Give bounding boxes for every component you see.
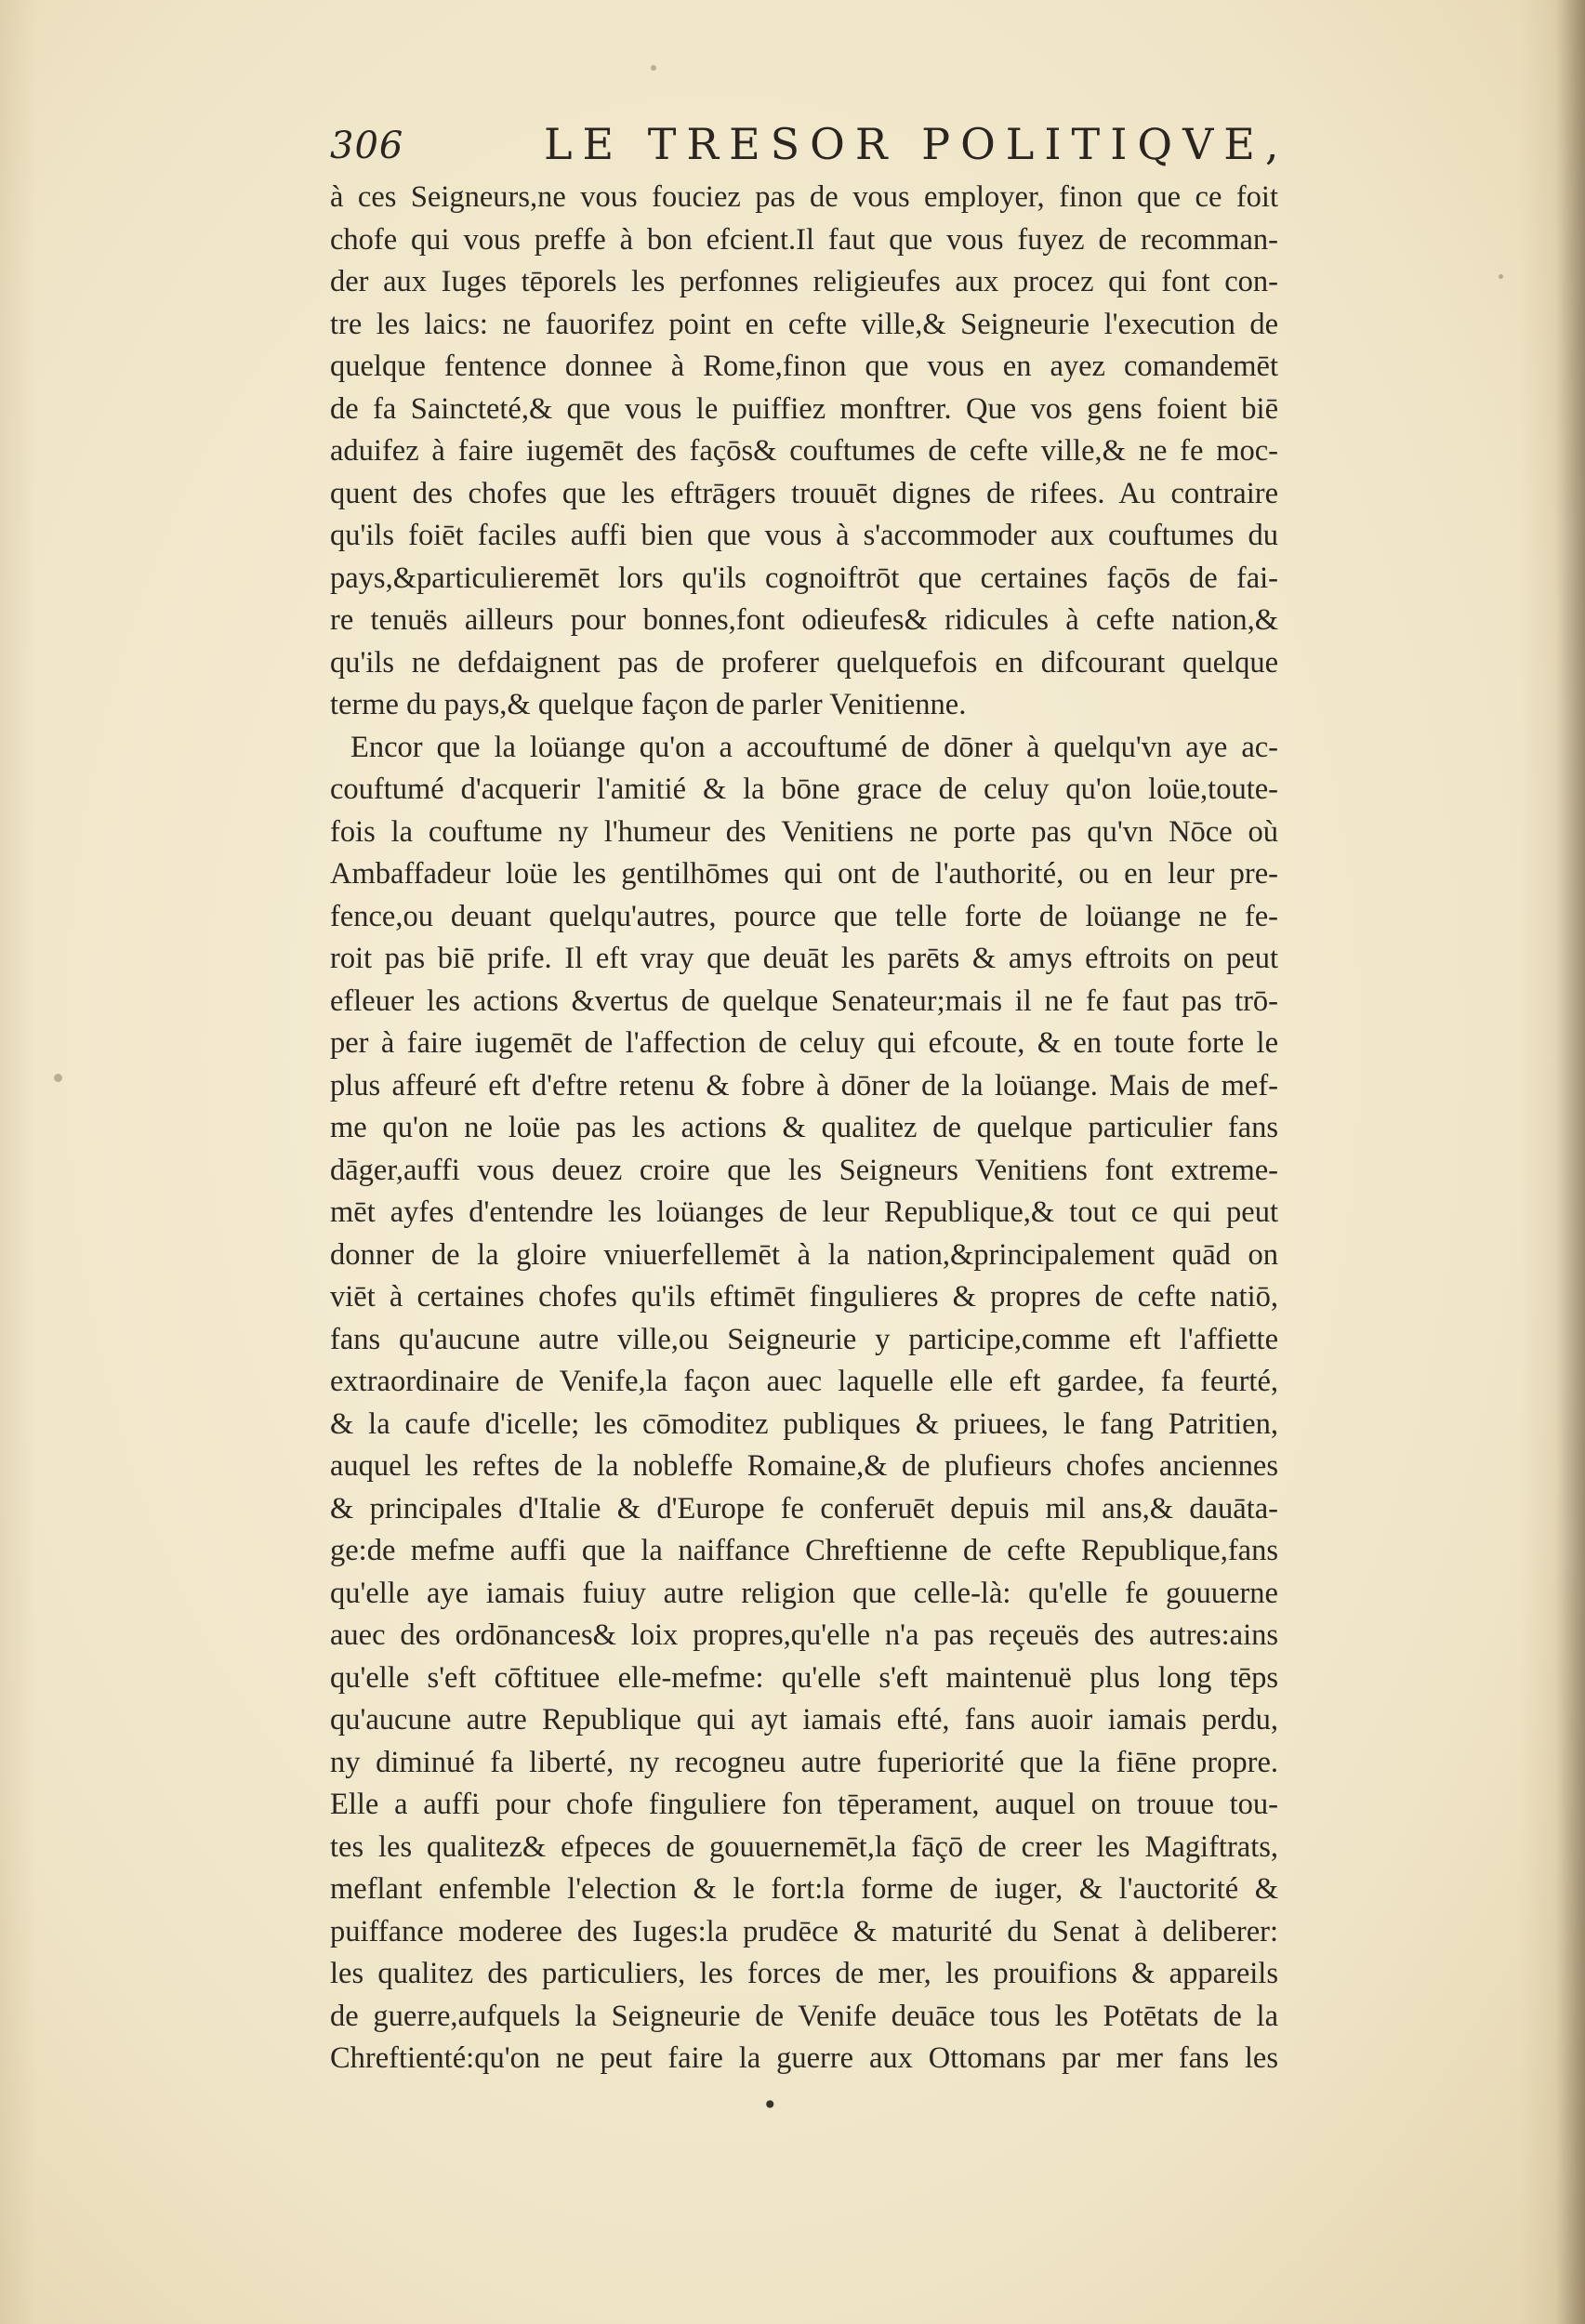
text-line: couftumé d'acquerir l'amitié & la bōne grace de celuy qu'on loüe,toute- xyxy=(330,772,1278,806)
text-line: donner de la gloire vniuerfellemēt à la nation,&principalement quād on xyxy=(330,1237,1278,1272)
text-line: roit pas biē prife. Il eft vray que deuāt les parēts & amys eftroits on peut xyxy=(330,942,1278,975)
text-line: qu'ils foiēt faciles auffi bien que vous à s'accommoder aux couftumes du xyxy=(330,519,1278,552)
text-line: auec des ordōnances& loix propres,qu'elle n'a pas reçeuës des autres:ains xyxy=(330,1618,1278,1652)
text-line: Encor que la loüange qu'on a accouftumé de dōner à quelqu'vn aye ac- xyxy=(350,730,1278,764)
text-line: à ces Seigneurs,ne vous fouciez pas de vous employer, finon que ce foit xyxy=(330,180,1278,214)
text-line: qu'ils ne defdaignent pas de proferer quelquefois en difcourant quelque xyxy=(330,645,1278,680)
text-line: ny diminué fa liberté, ny recogneu autre fuperiorité que la fiēne propre. xyxy=(330,1745,1278,1779)
text-line: puiffance moderee des Iuges:la prudēce & maturité du Senat à deliberer: xyxy=(330,1914,1278,1948)
page-right-edge-shadow xyxy=(1520,0,1585,2324)
text-line: fence,ou deuant quelqu'autres, pource que telle forte de loüange ne fe- xyxy=(330,899,1278,933)
page-footer-mark: • xyxy=(762,2090,778,2120)
text-line: Elle a auffi pour chofe finguliere fon tēperament, auquel on trouue tou- xyxy=(330,1788,1278,1821)
text-line: pays,&particulieremēt lors qu'ils cognoiftrōt que certaines façōs de fai- xyxy=(330,561,1278,595)
ink-spot xyxy=(651,65,656,71)
text-line: Chreftienté:qu'on ne peut faire la guerre aux Ottomans par mer fans les xyxy=(330,2041,1278,2075)
text-line: les qualitez des particuliers, les forces de mer, les prouifions & appareils xyxy=(330,1957,1278,1990)
ink-spot xyxy=(54,1074,62,1082)
text-line: meflant enfemble l'election & le fort:la forme de iuger, & l'auctorité & xyxy=(330,1872,1278,1906)
running-title: LE TRESOR POLITIQVE, xyxy=(544,119,1289,169)
text-line: me qu'on ne loüe pas les actions & qualitez de quelque particulier fans xyxy=(330,1111,1278,1144)
text-line: quent des chofes que les eftrāgers trouuēt dignes de rifees. Au contraire xyxy=(330,476,1278,510)
text-line: fois la couftume ny l'humeur des Venitiens ne porte pas qu'vn Nōce où xyxy=(330,814,1278,849)
text-line: de guerre,aufquels la Seigneurie de Venife deuāce tous les Potētats de la xyxy=(330,1999,1278,2033)
text-line: & la caufe d'icelle; les cōmoditez publiques & priuees, le fang Patritien, xyxy=(330,1406,1278,1441)
text-line: aduifez à faire iugemēt des façōs& couftumes de cefte ville,& ne fe moc- xyxy=(330,434,1278,468)
ink-spot xyxy=(1499,274,1503,279)
text-line: per à faire iugemēt de l'affection de celuy qui efcoute, & en toute forte le xyxy=(330,1026,1278,1060)
text-line: quelque fentence donnee à Rome,finon que vous en ayez comandemēt xyxy=(330,350,1278,383)
body-text xyxy=(330,177,1278,2080)
page-header xyxy=(330,119,1289,175)
text-line: qu'elle aye iamais fuiuy autre religion que celle-là: qu'elle fe gouuerne xyxy=(330,1576,1278,1610)
page-number: 306 xyxy=(330,125,404,167)
text-line: qu'elle s'eft cōftituee elle-mefme: qu'elle s'eft maintenuë plus long tēps xyxy=(330,1660,1278,1695)
text-line: viēt à certaines chofes qu'ils eftimēt fingulieres & propres de cefte natiō, xyxy=(330,1280,1278,1314)
text-line: de fa Saincteté,& que vous le puiffiez monftrer. Que vos gens foient biē xyxy=(330,391,1278,426)
text-line: tre les laics: ne fauorifez point en cefte ville,& Seigneurie l'execution de xyxy=(330,307,1278,341)
text-line: re tenuës ailleurs pour bonnes,font odieufes& ridicules à cefte nation,& xyxy=(330,603,1278,637)
text-line: Ambaffadeur loüe les gentilhōmes qui ont de l'authorité, ou en leur pre- xyxy=(330,857,1278,891)
text-line: dāger,auffi vous deuez croire que les Seigneurs Venitiens font extreme- xyxy=(330,1153,1278,1187)
text-line: fans qu'aucune autre ville,ou Seigneurie y participe,comme eft l'affiette xyxy=(330,1322,1278,1356)
text-line: efleuer les actions &vertus de quelque Senateur;mais il ne fe faut pas trō- xyxy=(330,984,1278,1018)
text-line: mēt ayfes d'entendre les loüanges de leur Republique,& tout ce qui peut xyxy=(330,1195,1278,1229)
text-line: qu'aucune autre Republique qui ayt iamais efté, fans auoir iamais perdu, xyxy=(330,1703,1278,1736)
text-line: tes les qualitez& efpeces de gouuernemēt,la fāçō de creer les Magiftrats, xyxy=(330,1829,1278,1864)
text-line: auquel les reftes de la nobleffe Romaine,& de plufieurs chofes anciennes xyxy=(330,1449,1278,1483)
page-left-edge-shadow xyxy=(0,0,37,2324)
text-line: chofe qui vous preffe à bon efcient.Il faut que vous fuyez de recomman- xyxy=(330,222,1278,257)
text-line: ge:de mefme auffi que la naiffance Chreftienne de cefte Republique,fans xyxy=(330,1534,1278,1567)
text-line: terme du pays,& quelque façon de parler Venitienne. xyxy=(330,688,967,721)
text-line: der aux Iuges tēporels les perfonnes religieufes aux procez qui font con- xyxy=(330,265,1278,298)
text-line: & principales d'Italie & d'Europe fe conferuēt depuis mil ans,& dauāta- xyxy=(330,1491,1278,1525)
text-line: extraordinaire de Venife,la façon auec laquelle elle eft gardee, fa feurté, xyxy=(330,1365,1278,1398)
text-line: plus affeuré eft d'eftre retenu & fobre à dōner de la loüange. Mais de mef- xyxy=(330,1068,1278,1103)
